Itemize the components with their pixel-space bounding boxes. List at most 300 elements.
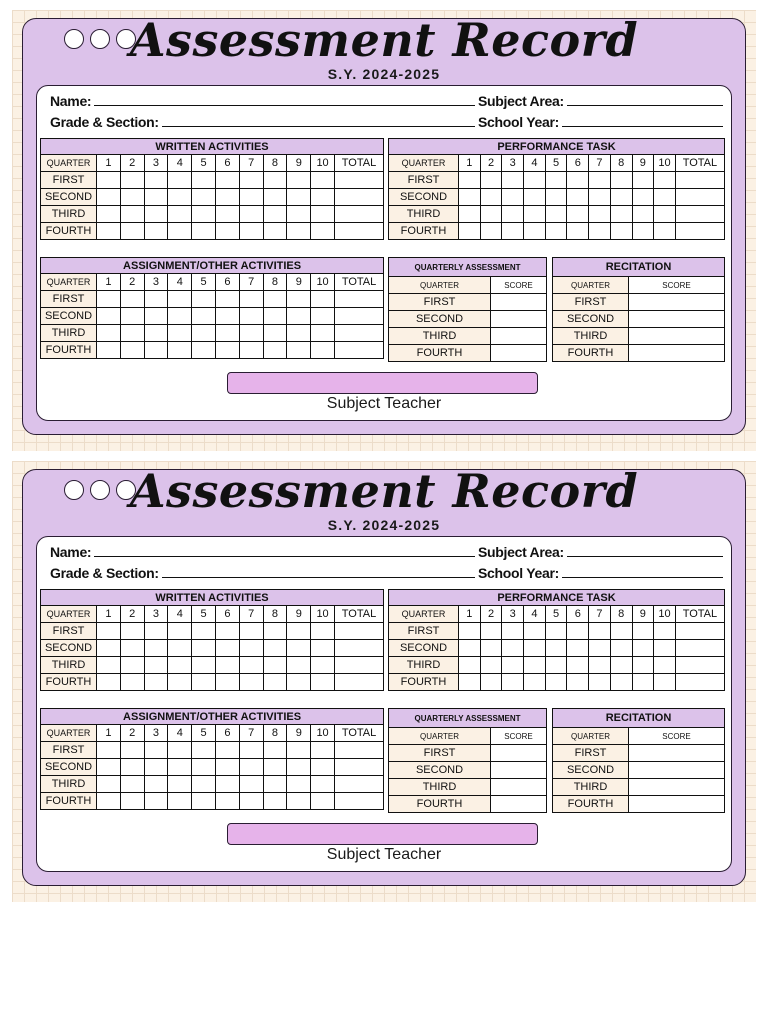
performance-score-cell[interactable]: [524, 623, 546, 640]
assignment-score-cell[interactable]: [287, 325, 311, 342]
performance-score-cell[interactable]: [632, 189, 654, 206]
recitation-score-cell[interactable]: [629, 345, 725, 362]
performance-score-cell[interactable]: [502, 640, 524, 657]
assignment-score-cell[interactable]: [192, 342, 216, 359]
performance-score-cell[interactable]: [675, 223, 724, 240]
written-score-cell[interactable]: [263, 206, 287, 223]
performance-score-cell[interactable]: [654, 189, 676, 206]
written-score-cell[interactable]: [168, 172, 192, 189]
written-score-cell[interactable]: [239, 223, 263, 240]
assignment-score-cell[interactable]: [215, 759, 239, 776]
recitation-score-cell[interactable]: [629, 779, 725, 796]
performance-score-cell[interactable]: [459, 640, 481, 657]
performance-score-cell[interactable]: [545, 189, 567, 206]
written-score-cell[interactable]: [192, 172, 216, 189]
written-score-cell[interactable]: [263, 657, 287, 674]
assignment-score-cell[interactable]: [120, 759, 144, 776]
grade-section-field[interactable]: [50, 565, 475, 581]
written-score-cell[interactable]: [287, 189, 311, 206]
performance-score-cell[interactable]: [524, 189, 546, 206]
performance-score-cell[interactable]: [480, 206, 502, 223]
performance-score-cell[interactable]: [589, 189, 611, 206]
performance-score-cell[interactable]: [502, 206, 524, 223]
written-score-cell[interactable]: [168, 623, 192, 640]
written-score-cell[interactable]: [287, 623, 311, 640]
written-score-cell[interactable]: [144, 189, 168, 206]
assignment-score-cell[interactable]: [168, 742, 192, 759]
written-score-cell[interactable]: [97, 223, 121, 240]
assignment-score-cell[interactable]: [239, 742, 263, 759]
assignment-score-cell[interactable]: [192, 308, 216, 325]
assignment-score-cell[interactable]: [192, 291, 216, 308]
assignment-score-cell[interactable]: [334, 342, 383, 359]
performance-score-cell[interactable]: [502, 623, 524, 640]
written-score-cell[interactable]: [263, 623, 287, 640]
written-score-cell[interactable]: [168, 189, 192, 206]
grade-section-field[interactable]: [50, 114, 475, 130]
written-score-cell[interactable]: [192, 674, 216, 691]
assignment-score-cell[interactable]: [215, 325, 239, 342]
signature-line[interactable]: [227, 372, 538, 394]
written-score-cell[interactable]: [311, 223, 335, 240]
assignment-score-cell[interactable]: [239, 291, 263, 308]
quarterly-score-cell[interactable]: [491, 311, 547, 328]
written-score-cell[interactable]: [287, 640, 311, 657]
written-score-cell[interactable]: [97, 623, 121, 640]
performance-score-cell[interactable]: [545, 657, 567, 674]
written-score-cell[interactable]: [144, 223, 168, 240]
written-score-cell[interactable]: [120, 623, 144, 640]
quarterly-score-cell[interactable]: [491, 762, 547, 779]
assignment-score-cell[interactable]: [144, 776, 168, 793]
assignment-score-cell[interactable]: [334, 325, 383, 342]
name-field[interactable]: [50, 93, 475, 109]
assignment-score-cell[interactable]: [263, 325, 287, 342]
assignment-score-cell[interactable]: [334, 291, 383, 308]
written-score-cell[interactable]: [192, 657, 216, 674]
performance-score-cell[interactable]: [589, 640, 611, 657]
written-score-cell[interactable]: [239, 674, 263, 691]
performance-score-cell[interactable]: [654, 223, 676, 240]
written-score-cell[interactable]: [97, 640, 121, 657]
performance-score-cell[interactable]: [480, 640, 502, 657]
recitation-score-cell[interactable]: [629, 796, 725, 813]
assignment-score-cell[interactable]: [287, 308, 311, 325]
assignment-score-cell[interactable]: [97, 342, 121, 359]
assignment-score-cell[interactable]: [311, 325, 335, 342]
written-score-cell[interactable]: [144, 674, 168, 691]
assignment-score-cell[interactable]: [239, 325, 263, 342]
performance-score-cell[interactable]: [459, 172, 481, 189]
performance-score-cell[interactable]: [632, 172, 654, 189]
written-score-cell[interactable]: [287, 206, 311, 223]
written-header-cell: 10: [311, 155, 335, 172]
performance-score-cell[interactable]: [610, 674, 632, 691]
assignment-score-cell[interactable]: [334, 759, 383, 776]
written-score-cell[interactable]: [215, 640, 239, 657]
performance-score-cell[interactable]: [632, 206, 654, 223]
written-score-cell[interactable]: [215, 206, 239, 223]
performance-score-cell[interactable]: [589, 674, 611, 691]
performance-score-cell[interactable]: [545, 172, 567, 189]
written-score-cell[interactable]: [215, 623, 239, 640]
performance-score-cell[interactable]: [502, 657, 524, 674]
performance-score-cell[interactable]: [632, 657, 654, 674]
quarterly-quarter-label: SECOND: [389, 762, 491, 779]
assignment-score-cell[interactable]: [192, 759, 216, 776]
performance-score-cell[interactable]: [632, 674, 654, 691]
subject-area-field[interactable]: [478, 544, 723, 560]
written-score-cell[interactable]: [168, 223, 192, 240]
performance-score-cell[interactable]: [459, 623, 481, 640]
performance-score-cell[interactable]: [459, 206, 481, 223]
written-score-cell[interactable]: [97, 189, 121, 206]
performance-score-cell[interactable]: [589, 206, 611, 223]
assignment-score-cell[interactable]: [311, 342, 335, 359]
written-score-cell[interactable]: [263, 189, 287, 206]
assignment-score-cell[interactable]: [120, 742, 144, 759]
performance-score-cell[interactable]: [545, 640, 567, 657]
written-score-cell[interactable]: [192, 623, 216, 640]
performance-score-cell[interactable]: [675, 172, 724, 189]
assignment-header-cell: 2: [120, 725, 144, 742]
assignment-score-cell[interactable]: [334, 742, 383, 759]
assignment-score-cell[interactable]: [192, 776, 216, 793]
assignment-score-cell[interactable]: [168, 776, 192, 793]
performance-header-cell: 7: [589, 155, 611, 172]
assignment-score-cell[interactable]: [144, 308, 168, 325]
assignment-score-cell[interactable]: [97, 325, 121, 342]
performance-score-cell[interactable]: [610, 623, 632, 640]
written-score-cell[interactable]: [215, 172, 239, 189]
performance-score-cell[interactable]: [524, 640, 546, 657]
assignment-score-cell[interactable]: [215, 742, 239, 759]
written-score-cell[interactable]: [334, 172, 383, 189]
written-score-cell[interactable]: [215, 657, 239, 674]
performance-score-cell[interactable]: [654, 674, 676, 691]
performance-score-cell[interactable]: [524, 206, 546, 223]
assignment-score-cell[interactable]: [287, 291, 311, 308]
performance-score-cell[interactable]: [675, 189, 724, 206]
assignment-score-cell[interactable]: [311, 742, 335, 759]
assignment-score-cell[interactable]: [263, 793, 287, 810]
written-score-cell[interactable]: [120, 674, 144, 691]
written-score-cell[interactable]: [311, 657, 335, 674]
performance-score-cell[interactable]: [675, 640, 724, 657]
assignment-score-cell[interactable]: [97, 742, 121, 759]
record-card: [22, 464, 746, 886]
written-score-cell[interactable]: [192, 189, 216, 206]
written-header-cell: 8: [263, 606, 287, 623]
quarterly-score-cell[interactable]: [491, 779, 547, 796]
performance-score-cell[interactable]: [480, 172, 502, 189]
performance-score-cell[interactable]: [545, 223, 567, 240]
quarterly-score-cell[interactable]: [491, 345, 547, 362]
assignment-score-cell[interactable]: [97, 308, 121, 325]
performance-score-cell[interactable]: [480, 657, 502, 674]
written-score-cell[interactable]: [263, 223, 287, 240]
written-score-cell[interactable]: [334, 640, 383, 657]
written-score-cell[interactable]: [311, 640, 335, 657]
performance-score-cell[interactable]: [610, 189, 632, 206]
assignment-score-cell[interactable]: [120, 342, 144, 359]
assignment-score-cell[interactable]: [97, 776, 121, 793]
performance-score-cell[interactable]: [567, 223, 589, 240]
performance-score-cell[interactable]: [567, 674, 589, 691]
recitation-score-cell[interactable]: [629, 762, 725, 779]
written-score-cell[interactable]: [287, 223, 311, 240]
assignment-score-cell[interactable]: [97, 793, 121, 810]
assignment-score-cell[interactable]: [239, 342, 263, 359]
performance-score-cell[interactable]: [654, 206, 676, 223]
written-score-cell[interactable]: [263, 172, 287, 189]
performance-score-cell[interactable]: [589, 657, 611, 674]
signature-line[interactable]: [227, 823, 538, 845]
performance-score-cell[interactable]: [567, 172, 589, 189]
written-score-cell[interactable]: [334, 206, 383, 223]
performance-score-cell[interactable]: [524, 172, 546, 189]
assignment-score-cell[interactable]: [287, 742, 311, 759]
performance-score-cell[interactable]: [567, 640, 589, 657]
assignment-score-cell[interactable]: [168, 325, 192, 342]
written-score-cell[interactable]: [192, 223, 216, 240]
assignment-score-cell[interactable]: [311, 793, 335, 810]
assignment-header-cell: 3: [144, 725, 168, 742]
assignment-score-cell[interactable]: [263, 742, 287, 759]
written-score-cell[interactable]: [239, 657, 263, 674]
assignment-score-cell[interactable]: [168, 759, 192, 776]
performance-score-cell[interactable]: [524, 674, 546, 691]
performance-score-cell[interactable]: [675, 674, 724, 691]
assignment-score-cell[interactable]: [168, 308, 192, 325]
written-score-cell[interactable]: [311, 189, 335, 206]
recitation-score-cell[interactable]: [629, 328, 725, 345]
assignment-score-cell[interactable]: [144, 759, 168, 776]
performance-score-cell[interactable]: [610, 223, 632, 240]
assignment-score-cell[interactable]: [120, 793, 144, 810]
performance-score-cell[interactable]: [567, 206, 589, 223]
performance-score-cell[interactable]: [480, 623, 502, 640]
written-score-cell[interactable]: [215, 189, 239, 206]
assignment-score-cell[interactable]: [263, 342, 287, 359]
assignment-score-cell[interactable]: [215, 793, 239, 810]
written-score-cell[interactable]: [168, 674, 192, 691]
assignment-score-cell[interactable]: [287, 759, 311, 776]
assignment-score-cell[interactable]: [287, 776, 311, 793]
assignment-score-cell[interactable]: [144, 742, 168, 759]
assignment-score-cell[interactable]: [239, 308, 263, 325]
performance-score-cell[interactable]: [589, 223, 611, 240]
written-score-cell[interactable]: [239, 206, 263, 223]
performance-score-cell[interactable]: [632, 640, 654, 657]
written-score-cell[interactable]: [287, 674, 311, 691]
written-score-cell[interactable]: [144, 640, 168, 657]
written-score-cell[interactable]: [144, 623, 168, 640]
assignment-score-cell[interactable]: [287, 793, 311, 810]
assignment-score-cell[interactable]: [144, 342, 168, 359]
performance-score-cell[interactable]: [459, 223, 481, 240]
written-score-cell[interactable]: [287, 172, 311, 189]
written-score-cell[interactable]: [239, 189, 263, 206]
name-field[interactable]: [50, 544, 475, 560]
assignment-score-cell[interactable]: [239, 759, 263, 776]
written-score-cell[interactable]: [215, 223, 239, 240]
quarterly-score-cell[interactable]: [491, 745, 547, 762]
written-score-cell[interactable]: [311, 172, 335, 189]
performance-score-cell[interactable]: [480, 189, 502, 206]
assignment-score-cell[interactable]: [215, 342, 239, 359]
quarterly-score-cell[interactable]: [491, 796, 547, 813]
performance-score-cell[interactable]: [610, 206, 632, 223]
performance-score-cell[interactable]: [632, 623, 654, 640]
assignment-score-cell[interactable]: [144, 793, 168, 810]
written-score-cell[interactable]: [311, 623, 335, 640]
assignment-score-cell[interactable]: [120, 291, 144, 308]
recitation-score-cell[interactable]: [629, 294, 725, 311]
written-score-cell[interactable]: [334, 223, 383, 240]
assignment-score-cell[interactable]: [192, 793, 216, 810]
assignment-score-cell[interactable]: [263, 308, 287, 325]
performance-score-cell[interactable]: [502, 223, 524, 240]
written-score-cell[interactable]: [120, 657, 144, 674]
recitation-score-cell[interactable]: [629, 745, 725, 762]
written-score-cell[interactable]: [144, 657, 168, 674]
assignment-score-cell[interactable]: [120, 308, 144, 325]
performance-score-cell[interactable]: [502, 674, 524, 691]
written-score-cell[interactable]: [263, 640, 287, 657]
performance-score-cell[interactable]: [459, 674, 481, 691]
written-score-cell[interactable]: [144, 172, 168, 189]
performance-score-cell[interactable]: [524, 657, 546, 674]
written-score-cell[interactable]: [97, 206, 121, 223]
written-score-cell[interactable]: [144, 206, 168, 223]
performance-score-cell[interactable]: [675, 623, 724, 640]
performance-score-cell[interactable]: [524, 223, 546, 240]
assignment-score-cell[interactable]: [120, 776, 144, 793]
assignment-score-cell[interactable]: [97, 759, 121, 776]
assignment-score-cell[interactable]: [263, 291, 287, 308]
assignment-score-cell[interactable]: [168, 342, 192, 359]
assignment-score-cell[interactable]: [334, 793, 383, 810]
written-score-cell[interactable]: [239, 623, 263, 640]
written-score-cell[interactable]: [334, 674, 383, 691]
assignment-score-cell[interactable]: [120, 325, 144, 342]
written-score-cell[interactable]: [120, 206, 144, 223]
performance-header-cell: 1: [459, 155, 481, 172]
written-score-cell[interactable]: [168, 640, 192, 657]
performance-score-cell[interactable]: [567, 189, 589, 206]
assignment-score-cell[interactable]: [168, 793, 192, 810]
written-score-cell[interactable]: [120, 189, 144, 206]
assignment-score-cell[interactable]: [263, 759, 287, 776]
performance-score-cell[interactable]: [610, 657, 632, 674]
performance-score-cell[interactable]: [545, 674, 567, 691]
subject-area-line: [567, 556, 723, 557]
assignment-score-cell[interactable]: [334, 776, 383, 793]
written-score-cell[interactable]: [334, 189, 383, 206]
performance-score-cell[interactable]: [675, 206, 724, 223]
performance-score-cell[interactable]: [610, 640, 632, 657]
assignment-score-cell[interactable]: [239, 776, 263, 793]
performance-score-cell[interactable]: [502, 189, 524, 206]
performance-score-cell[interactable]: [654, 657, 676, 674]
school-year-field[interactable]: [478, 114, 723, 130]
written-score-cell[interactable]: [334, 623, 383, 640]
written-score-cell[interactable]: [168, 657, 192, 674]
performance-score-cell[interactable]: [654, 623, 676, 640]
written-score-cell[interactable]: [120, 223, 144, 240]
written-score-cell[interactable]: [263, 674, 287, 691]
school-year-field[interactable]: [478, 565, 723, 581]
performance-score-cell[interactable]: [480, 674, 502, 691]
quarterly-score-cell[interactable]: [491, 294, 547, 311]
written-score-cell[interactable]: [311, 674, 335, 691]
assignment-score-cell[interactable]: [215, 776, 239, 793]
assignment-score-cell[interactable]: [168, 291, 192, 308]
assignment-score-cell[interactable]: [334, 308, 383, 325]
written-score-cell[interactable]: [120, 640, 144, 657]
assignment-score-cell[interactable]: [215, 291, 239, 308]
assignment-score-cell[interactable]: [239, 793, 263, 810]
written-score-cell[interactable]: [192, 206, 216, 223]
assignment-score-cell[interactable]: [192, 742, 216, 759]
performance-score-cell[interactable]: [459, 657, 481, 674]
written-score-cell[interactable]: [97, 172, 121, 189]
performance-score-cell[interactable]: [654, 640, 676, 657]
written-score-cell[interactable]: [97, 657, 121, 674]
performance-score-cell[interactable]: [654, 172, 676, 189]
assignment-score-cell[interactable]: [311, 776, 335, 793]
performance-score-cell[interactable]: [589, 623, 611, 640]
assignment-score-cell[interactable]: [287, 342, 311, 359]
written-score-cell[interactable]: [334, 657, 383, 674]
assignment-score-cell[interactable]: [144, 291, 168, 308]
written-score-cell[interactable]: [97, 674, 121, 691]
performance-score-cell[interactable]: [459, 189, 481, 206]
performance-score-cell[interactable]: [502, 172, 524, 189]
written-score-cell[interactable]: [215, 674, 239, 691]
written-score-cell[interactable]: [287, 657, 311, 674]
performance-score-cell[interactable]: [589, 172, 611, 189]
performance-score-cell[interactable]: [567, 657, 589, 674]
quarterly-score-cell[interactable]: [491, 328, 547, 345]
assignment-score-cell[interactable]: [97, 291, 121, 308]
performance-score-cell[interactable]: [675, 657, 724, 674]
assignment-score-cell[interactable]: [144, 325, 168, 342]
written-score-cell[interactable]: [239, 172, 263, 189]
written-score-cell[interactable]: [311, 206, 335, 223]
assignment-score-cell[interactable]: [263, 776, 287, 793]
written-score-cell[interactable]: [192, 640, 216, 657]
assignment-score-cell[interactable]: [311, 759, 335, 776]
assignment-quarter-label: THIRD: [41, 776, 97, 793]
written-score-cell[interactable]: [168, 206, 192, 223]
performance-score-cell[interactable]: [632, 223, 654, 240]
performance-score-cell[interactable]: [610, 172, 632, 189]
performance-score-cell[interactable]: [545, 623, 567, 640]
performance-score-cell[interactable]: [480, 223, 502, 240]
performance-score-cell[interactable]: [567, 623, 589, 640]
assignment-score-cell[interactable]: [215, 308, 239, 325]
recitation-score-cell[interactable]: [629, 311, 725, 328]
written-score-cell[interactable]: [120, 172, 144, 189]
subject-area-field[interactable]: [478, 93, 723, 109]
assignment-score-cell[interactable]: [311, 291, 335, 308]
assignment-score-cell[interactable]: [311, 308, 335, 325]
performance-score-cell[interactable]: [545, 206, 567, 223]
assignment-score-cell[interactable]: [192, 325, 216, 342]
written-score-cell[interactable]: [239, 640, 263, 657]
